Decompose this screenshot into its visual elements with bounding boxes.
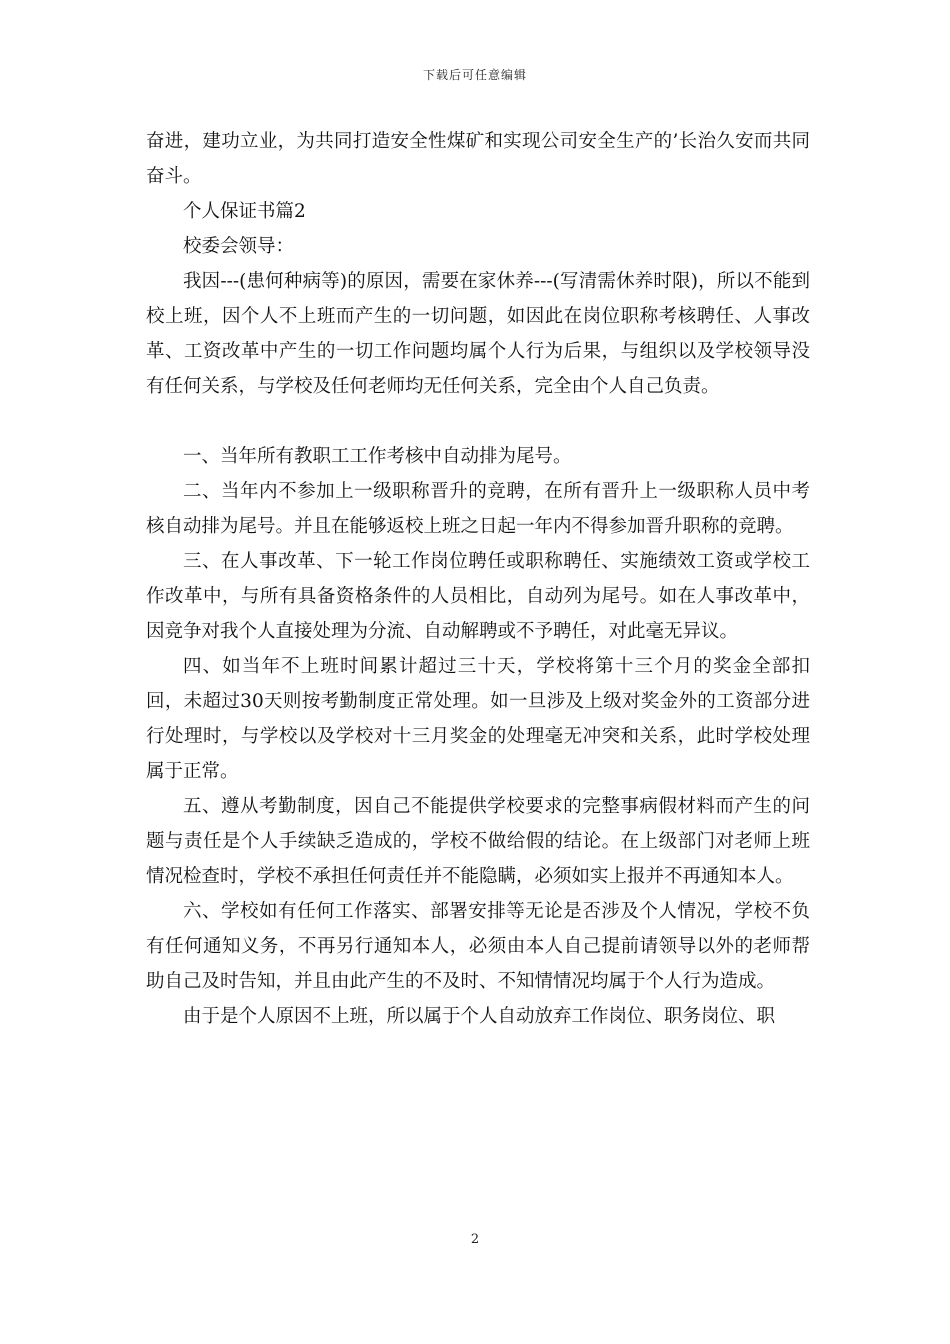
paragraph-continuation: 奋进，建功立业，为共同打造安全性煤矿和实现公司安全生产的’长治久安而共同奋斗。 (146, 131, 810, 187)
clause-2: 二、当年内不参加上一级职称晋升的竞聘，在所有晋升上一级职称人员中考核自动排为尾号。并且在能够返校上班之日起一年内不得参加晋升职称的竞聘。 (146, 481, 810, 537)
clause-1: 一、当年所有教职工工作考核中自动排为尾号。 (183, 446, 572, 467)
section-title: 个人保证书篇2 (183, 201, 306, 222)
clause-6: 六、学校如有任何工作落实、部署安排等无论是否涉及个人情况，学校不负有任何通知义务，不再另行通知本人，必须由本人自己提前请领导以外的老师帮助自己及时告知，并且由此产生的不及时、不知情情况均属于个人行为造成。 (146, 901, 810, 992)
clause-5: 五、遵从考勤制度，因自己不能提供学校要求的完整事病假材料而产生的问题与责任是个人手续缺乏造成的，学校不做给假的结论。在上级部门对老师上班情况检查时，学校不承担任何责任并不能隐瞒，必须如实上报并不再通知本人。 (146, 796, 810, 887)
page-header: 下载后可任意编辑 (422, 68, 527, 82)
page-number: 2 (470, 1232, 480, 1247)
clause-4: 四、如当年不上班时间累计超过三十天，学校将第十三个月的奖金全部扣回，未超过30天则按考勤制度正常处理。如一旦涉及上级对奖金外的工资部分进行处理时，与学校以及学校对十三月奖金的处理毫无冲突和关系，此时学校处理属于正常。 (146, 656, 810, 782)
document-body (146, 124, 810, 1034)
salutation: 校委会领导： (183, 236, 295, 257)
blank-line (146, 404, 810, 439)
paragraph-statement: 我因---(患何种病等)的原因，需要在家休养---(写清需休养时限)，所以不能到校上班，因个人不上班而产生的一切问题，如因此在岗位职称考核聘任、人事改革、工资改革中产生的一切工作问题均属个人行为后果，与组织以及学校领导没有任何关系，与学校及任何老师均无任何关系，完全由个人自己负责。 (146, 271, 810, 397)
clause-3: 三、在人事改革、下一轮工作岗位聘任或职称聘任、实施绩效工资或学校工作改革中，与所有具备资格条件的人员相比，自动列为尾号。如在人事改革中，因竞争对我个人直接处理为分流、自动解聘或不予聘任，对此毫无异议。 (146, 551, 810, 642)
paragraph-closing: 由于是个人原因不上班，所以属于个人自动放弃工作岗位、职务岗位、职 (183, 1006, 776, 1027)
